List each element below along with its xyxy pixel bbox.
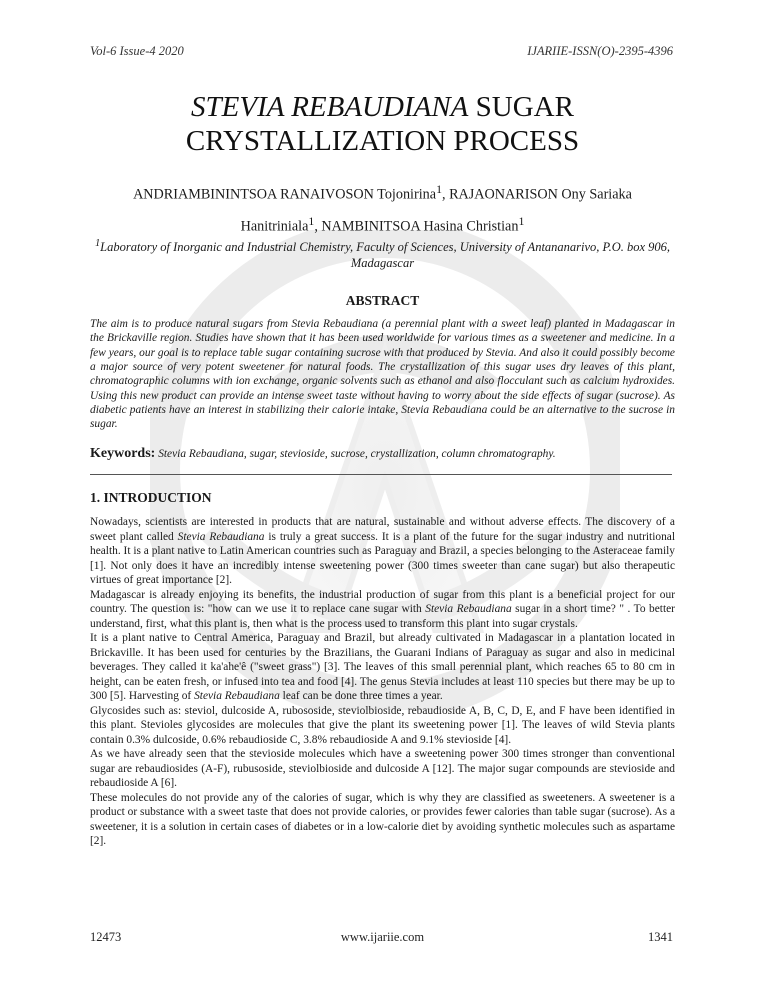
title-species-name: STEVIA REBAUDIANA	[191, 91, 469, 123]
author-list	[90, 176, 675, 239]
author-3: , NAMBINITSOA Hasina Christian	[314, 218, 519, 235]
affiliation-mark: 1	[94, 238, 101, 249]
paper-title	[0, 90, 765, 158]
author-2-cont: Hanitriniala	[240, 218, 309, 235]
paragraph: Madagascar is already enjoying its benefits, the industrial production of sugar from this plant is a beneficial project for our country. The question is: "how can we use it to replace cane sugar with Stevia Rebaudiana sugar in a short time? " . To better understand, first, what this plant is, then what is the process used to transform this plant into sugar crystals.	[90, 588, 675, 630]
keywords-value: Stevia Rebaudiana, sugar, stevioside, sucrose, crystallization, column chromatography.	[158, 448, 556, 460]
author-1: ANDRIAMBININTSOA RANAIVOSON Tojonirina	[133, 186, 437, 203]
author-3-affil-mark: 1	[518, 213, 525, 228]
running-header-volume: Vol-6 Issue-4 2020	[90, 44, 184, 58]
introduction-body	[90, 515, 675, 849]
paragraph: Nowadays, scientists are interested in products that are natural, sustainable and without adverse effects. The discovery of a sweet plant called Stevia Rebaudiana is truly a great success. It is a plant of the future for the sugar industry and nutritional health. It is a plant native to Latin American countries such as Paraguay and Brazil, a species belonging to the Asteraceae family [1]. Not only does it have an incredibly intense sweetening power (300 times sweeter than cane sugar) but also therapeutic virtues of great importance [2].	[90, 516, 675, 586]
footer-paper-id: 12473	[90, 930, 122, 944]
affiliation-text: Laboratory of Inorganic and Industrial Chemistry, Faculty of Sciences, University of Antananarivo, P.O. box 906, Madagascar	[100, 240, 671, 271]
paragraph: These molecules do not provide any of the calories of sugar, which is why they are classified as sweeteners. A sweetener is a product or substance with a sweet taste that does not provide calories, or provides fewer calories than table sugar (sucrose). As a sweetener, it is a solution in certain cases of diabetes or in a low-calorie diet by avoiding synthetic molecules such as aspartame [2].	[90, 791, 675, 847]
author-2: , RAJAONARISON Ony Sariaka	[441, 186, 632, 203]
separator-rule	[90, 474, 672, 475]
paragraph: It is a plant native to Central America, Paraguay and Brazil, but already cultivated in Madagascar in a plantation located in Brickaville. It has been used for centuries by the Brazilians, the Guarani Indians of Paraguay as sugar and also in medicinal beverages. They called it ka'ahe'ê ("sweet grass") [3]. The leaves of this small perennial plant, which reaches 65 to 80 cm in height, can be eaten fresh, or infused into tea and food [4]. The genus Stevia includes at least 110 species but there may be up to 300 [5]. Harvesting of Stevia Rebaudiana leaf can be done three times a year.	[90, 632, 675, 702]
paragraph: As we have already seen that the stevioside molecules which have a sweetening power 300 times stronger than conventional sugar are rebaudiosides (A-F), rubusoside, steviolbioside and dulcoside A [12]. The major sugar compounds are stevioside and rebaudioside A [6].	[90, 748, 675, 789]
abstract-heading: ABSTRACT	[345, 293, 420, 308]
abstract-text: The aim is to produce natural sugars from Stevia Rebaudiana (a perennial plant with a sweet leaf) planted in Madagascar in the Brickaville region. Studies have shown that it has been used worldwide for various times as a sweetener and medicine. In a few years, our goal is to replace table sugar containing sucrose with that produced by Stevia. And also it could possibly become a major source of very potent sweetener for natural foods. The crystallization of this sugar uses dry leaves of this plant, chromatographic columns with ion exchange, organic solvents such as ethanol and also flocculant such as calcium hydroxides. Using this new product can provide an intense sweet taste without having to worry about the side effects of sugar (sucrose). As diabetic patients have an interest in stabilizing their calorie intake, Stevia Rebaudiana could be an alternative to the sucrose in sugar.	[90, 318, 675, 431]
footer-website: www.ijariie.com	[340, 930, 425, 944]
keywords	[90, 446, 675, 462]
section-heading-introduction: 1. INTRODUCTION	[90, 490, 212, 505]
keywords-label: Keywords:	[90, 446, 156, 461]
title-line2: CRYSTALLIZATION PROCESS	[185, 125, 580, 157]
running-header-issn: IJARIIE-ISSN(O)-2395-4396	[527, 44, 673, 58]
author-1-affil-mark: 1	[436, 182, 442, 196]
title-suffix: SUGAR	[468, 91, 574, 123]
paragraph: Glycosides such as: steviol, dulcoside A, rubososide, steviolbioside, rebaudioside A, B, C, D, E, and F have been identified in this plant. Stevioles glycosides are molecules that give the plant its sweetening power [1]. The leaves of wild Stevia plants contain 0.3% dulcoside, 0.6% rebaudioside C, 3.8% rebaudioside A and 9.1% stevioside [4].	[90, 704, 675, 746]
footer-page-number: 1341	[648, 930, 673, 944]
author-2-affil-mark: 1	[308, 213, 315, 228]
affiliation	[90, 236, 675, 271]
